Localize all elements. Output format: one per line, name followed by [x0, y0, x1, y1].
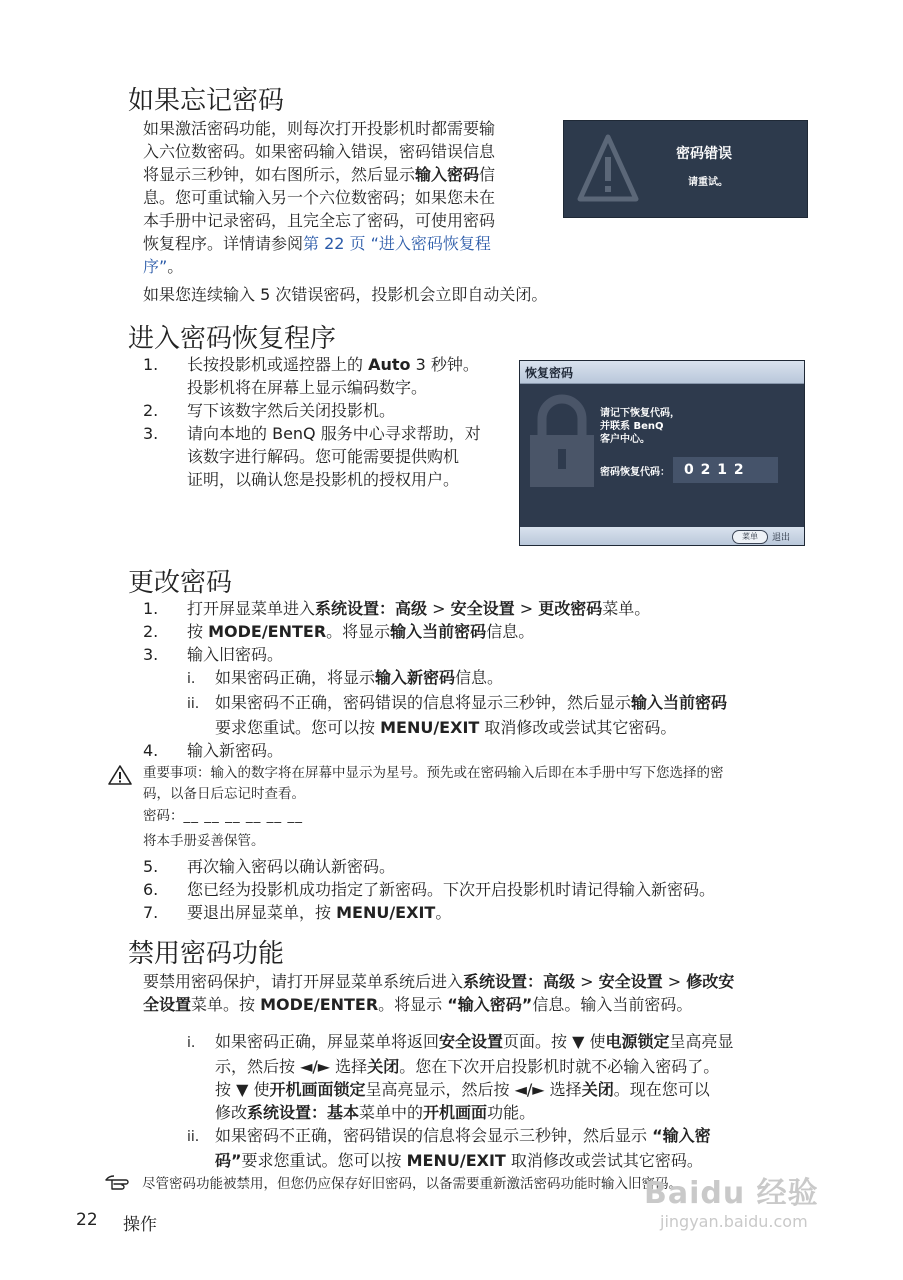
list-item: 7. 要退出屏显菜单，按 MENU/EXIT。	[143, 903, 452, 922]
screen-title: 恢复密码	[525, 366, 574, 380]
change-password-steps-cont	[143, 855, 715, 924]
screen-instructions: 请记下恢复代码， 并联系 BenQ 客户中心。	[600, 408, 680, 445]
dialog-title: 密码错误	[676, 146, 732, 162]
pointing-hand-icon	[104, 1174, 138, 1192]
warning-triangle-icon	[576, 133, 640, 205]
recovery-steps	[143, 353, 481, 491]
list-item: 2. 按 MODE/ENTER。将显示输入当前密码信息。	[143, 622, 535, 641]
list-item: ii. 如果密码不正确，密码错误的信息将显示三秒钟，然后显示输入当前密码	[187, 693, 728, 712]
baidu-watermark-logo: Baidu 经验	[644, 1176, 819, 1211]
list-item: 要求您重试。您可以按 MENU/EXIT 取消修改或尝试其它密码。	[215, 718, 677, 737]
list-item: i. 如果密码正确，将显示输入新密码信息。	[187, 668, 504, 687]
baidu-watermark-url: jingyan.baidu.com	[660, 1212, 808, 1231]
heading-password-recovery: 进入密码恢复程序	[128, 324, 337, 354]
link-recovery-procedure[interactable]: 第 22 页 “进入密码恢复程	[303, 234, 491, 253]
list-item: 证明，以确认您是投影机的授权用户。	[187, 470, 460, 489]
heading-disable-password: 禁用密码功能	[128, 939, 285, 969]
list-item: 5. 再次输入密码以确认新密码。	[143, 857, 396, 876]
exit-label: 退出	[772, 533, 791, 543]
menu-button[interactable]: 菜单	[732, 530, 768, 544]
list-item: 投影机将在屏幕上显示编码数字。	[187, 378, 428, 397]
warning-icon	[107, 764, 133, 786]
important-note: 重要事项：输入的数字将在屏幕中显示为星号。预先或在密码输入后即在本手册中写下您选择的密 码，以备日后忘记时查看。	[143, 765, 724, 802]
list-item: 3. 请向本地的 BenQ 服务中心寻求帮助，对	[143, 424, 481, 443]
list-item: 该数字进行解码。您可能需要提供购机	[187, 447, 460, 466]
footer-section: 操作	[123, 1215, 157, 1235]
keep-manual-note: 将本手册妥善保管。	[143, 833, 265, 849]
list-item: 4. 输入新密码。	[143, 741, 284, 760]
auto-shutdown-note: 如果您连续输入 5 次错误密码，投影机会立即自动关闭。	[143, 285, 548, 304]
password-error-dialog	[563, 120, 808, 218]
list-item: 3. 输入旧密码。	[143, 645, 284, 664]
disable-tip-note: 尽管密码功能被禁用，但您仍应保存好旧密码，以备需要重新激活密码功能时输入旧密码。	[142, 1176, 682, 1192]
list-item: ii. 如果密码不正确，密码错误的信息将会显示三秒钟，然后显示 “输入密	[187, 1126, 711, 1145]
password-record-line: 密码：__ __ __ __ __ __	[143, 808, 303, 824]
dialog-message: 请重试。	[688, 177, 728, 188]
heading-forgot-password: 如果忘记密码	[128, 86, 285, 116]
list-item: 2. 写下该数字然后关闭投影机。	[143, 401, 396, 420]
list-item: 1. 打开屏显菜单进入系统设置：高级 > 安全设置 > 更改密码菜单。	[143, 599, 651, 618]
list-item: 6. 您已经为投影机成功指定了新密码。下次开启投影机时请记得输入新密码。	[143, 880, 716, 899]
forgot-password-paragraph: 如果激活密码功能，则每次打开投影机时都需要输 入六位数密码。如果密码输入错误，密码错误信息 将显示三秒钟，如右图所示，然后显示输入密码信 息。您可重试输入另一个六位数密码；如果您未在 本手册中记录密码，且完全忘了密码，可使用密码 恢复程序。详情请参阅第 22 页 “进入密码恢复程 序”。	[143, 119, 496, 276]
recovery-code-label: 密码恢复代码：	[600, 467, 670, 478]
list-item: i. 如果密码正确，屏显菜单将返回安全设置页面。按 ▼ 使电源锁定呈高亮显	[187, 1032, 734, 1051]
lock-icon	[526, 391, 598, 491]
list-item: 1. 长按投影机或遥控器上的 Auto 3 秒钟。	[143, 355, 479, 374]
disable-intro: 要禁用密码保护，请打开屏显菜单系统后进入系统设置：高级 > 安全设置 > 修改安 全设置菜单。按 MODE/ENTER。将显示 “输入密码”信息。输入当前密码。	[143, 972, 735, 1014]
disable-steps: i. 如果密码正确，屏显菜单将返回安全设置页面。按 ▼ 使电源锁定呈高亮显 示，然后按 ◄/► 选择关闭。您在下次开启投影机时就不必输入密码了。 按 ▼ 使开机画面锁定呈高亮显示，然后按 ◄/► 选择关闭。现在您可以 修改系统设置：基本菜单中的开机画面功能。 ii. 如果密码不正确，密码错误的信息将会显示三秒钟，然后显示 “输入密 码”要求您重试。您可以按 MENU/EXIT 取消修改或尝试其它密码。	[187, 1032, 734, 1170]
change-password-steps	[143, 597, 727, 762]
recovery-code-value: 0 2 1 2	[684, 462, 745, 478]
recovery-code-screen	[519, 360, 805, 546]
page-number: 22	[76, 1210, 98, 1230]
heading-change-password: 更改密码	[128, 568, 233, 598]
